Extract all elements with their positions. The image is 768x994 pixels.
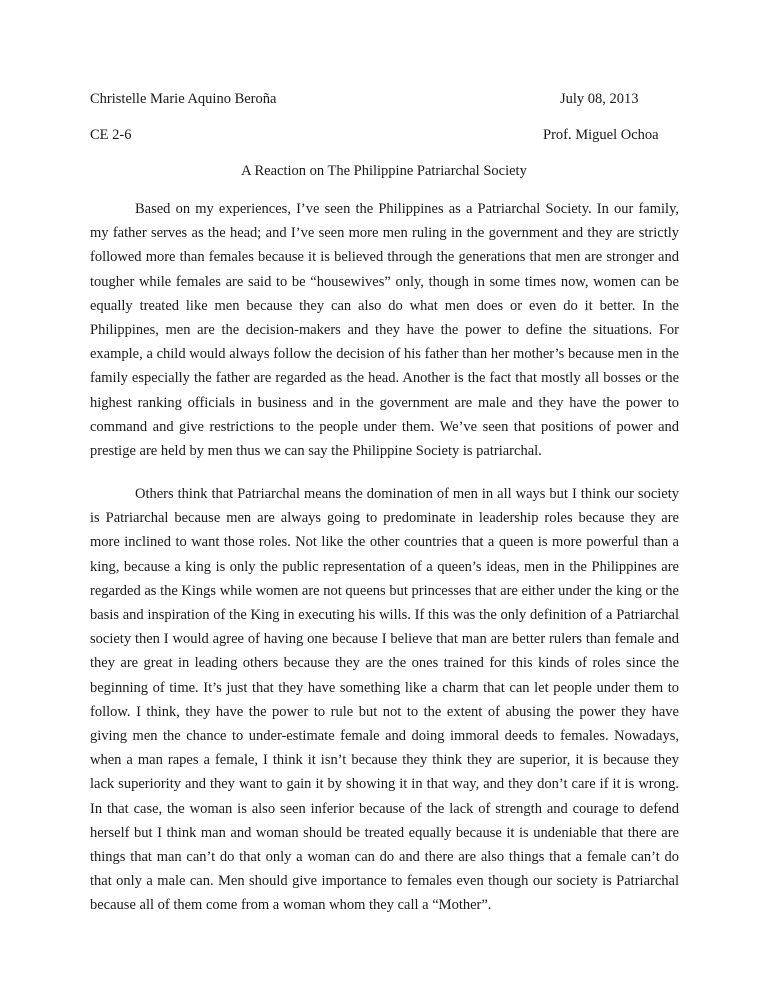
document-title: A Reaction on The Philippine Patriarchal Society xyxy=(241,163,527,179)
instructor-name: Prof. Miguel Ochoa xyxy=(543,127,659,143)
body-paragraph: Others think that Patriarchal means the domination of men in all ways but I think our society is Patriarchal because men are always going to predominate in leadership roles because they are more inclined to want those roles. Not like the other countries that a queen is more powerful than a king, because a king is only the public representation of a queen’s ideas, men in the Philippines are regarded as the Kings while women are not queens but princesses that are either under the king or the basis and inspiration of the King in executing his wills. If this was the only definition of a Patriarchal society then I would agree of having one because I believe that man are better rulers than female and they are great in leading others because they are the ones trained for this kinds of roles since the beginning of time. It’s just that they have something like a charm that can let people under them to follow. I think, they have the power to rule but not to the extent of abusing the power they have giving men the chance to under-estimate female and doing immoral deeds to females. Nowadays, when a man rapes a female, I think it isn’t because they think they are superior, it is because they lack superiority and they want to gain it by showing it in that way, and they don’t care if it is wrong. In that case, the woman is also seen inferior because of the lack of strength and courage to defend herself but I think man and woman should be treated equally because it is undeniable that there are things that man can’t do that only a woman can do and there are also things that a female can’t do that only a male can. Men should give importance to females even though our society is Patriarchal because all of them come from a woman whom they call a “Mother”. xyxy=(90,486,679,914)
body-paragraph-1-block xyxy=(90,197,679,463)
class-section: CE 2-6 xyxy=(90,127,132,143)
body-paragraph: Based on my experiences, I’ve seen the Philippines as a Patriarchal Society. In our family, my father serves as the head; and I’ve seen more men ruling in the government and they are strictly followed more than females because it is believed through the generations that men are stronger and tougher while females are said to be “housewives” only, though in some times now, women can be equally treated like men because they can also do what men does or even do it better. In the Philippines, men are the decision-makers and they have the power to define the situations. For example, a child would always follow the decision of his father than her mother’s because men in the family especially the father are regarded as the head. Another is the fact that mostly all bosses or the highest ranking officials in business and in the government are male and they have the power to command and give restrictions to the people under them. We’ve seen that positions of power and prestige are held by men thus we can say the Philippine Society is patriarchal. xyxy=(90,201,679,460)
author-name: Christelle Marie Aquino Beroña xyxy=(90,91,277,107)
body-paragraph-2-block xyxy=(90,482,679,918)
document-date: July 08, 2013 xyxy=(560,91,639,107)
